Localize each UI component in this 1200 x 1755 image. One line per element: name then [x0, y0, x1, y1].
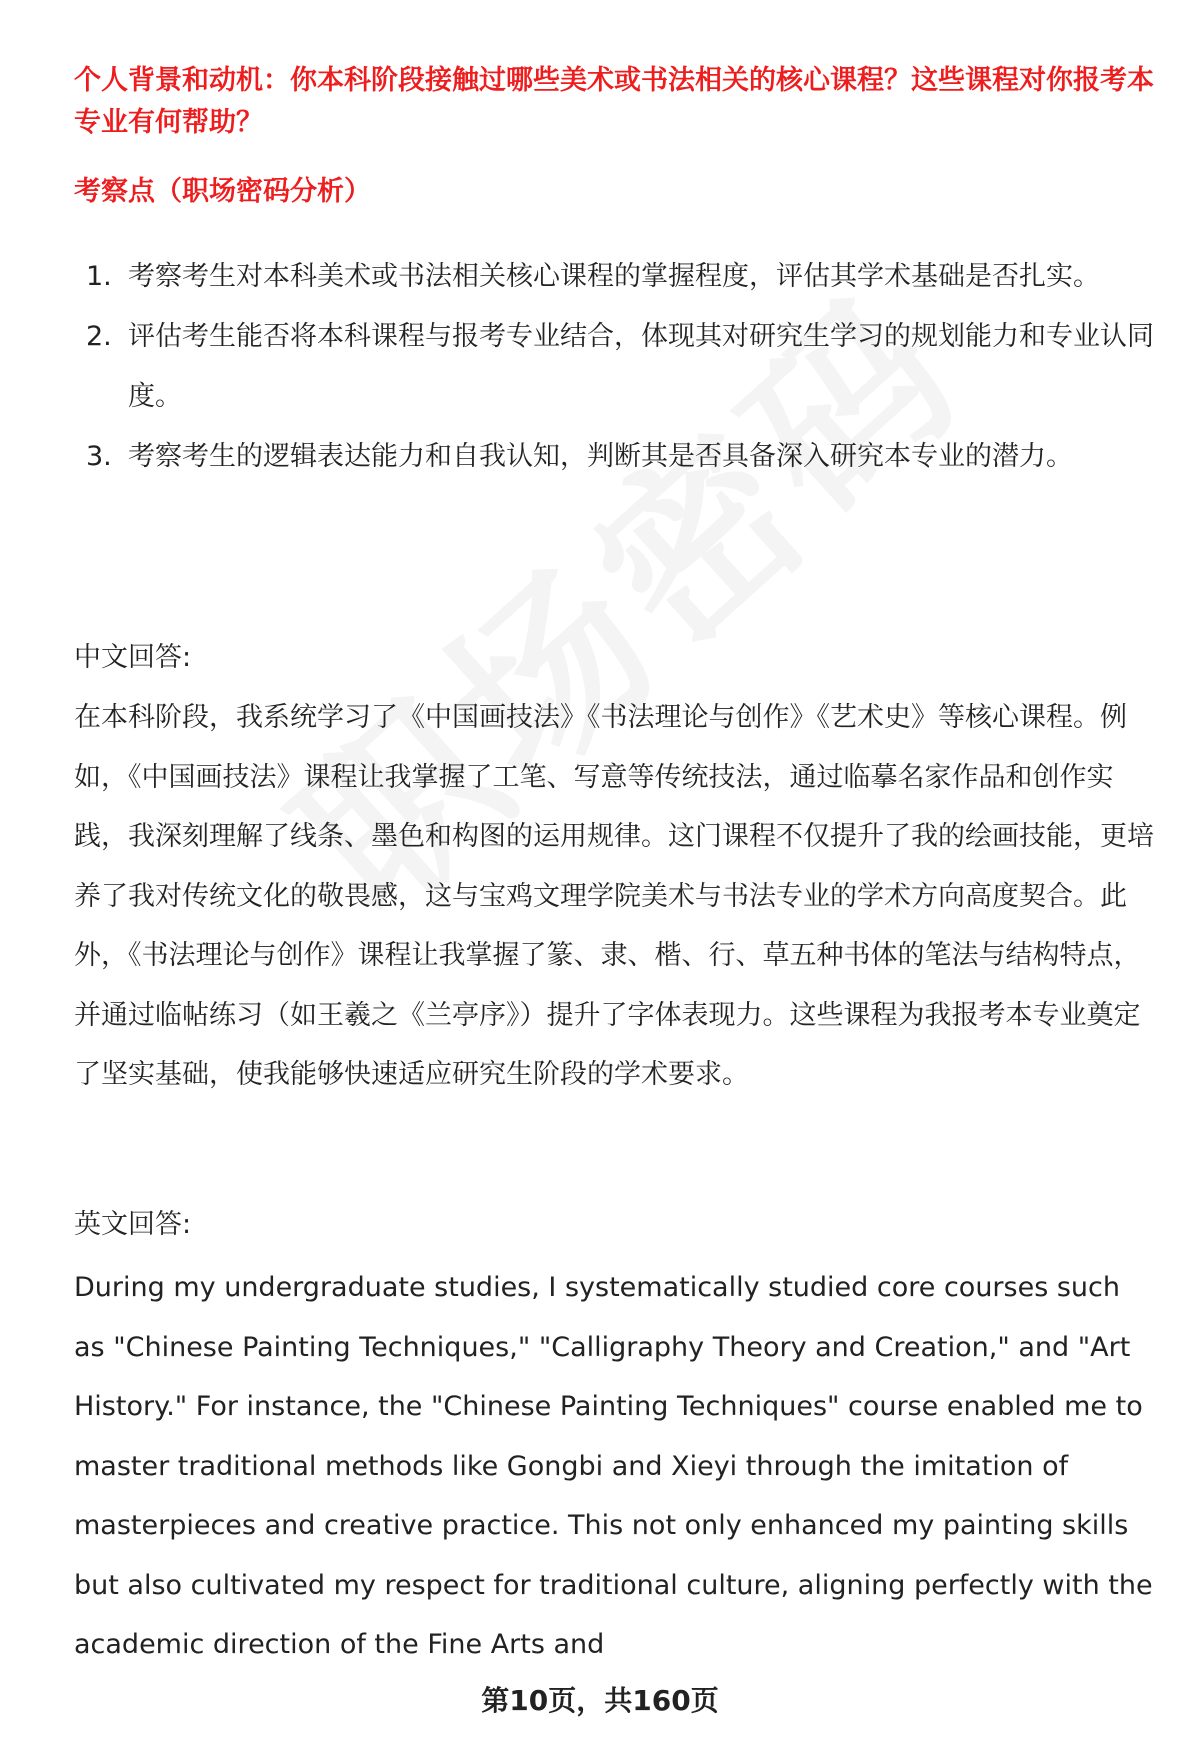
list-item-text: 考察考生的逻辑表达能力和自我认知，判断其是否具备深入研究本专业的潜力。	[128, 441, 1073, 472]
list-item	[74, 247, 1154, 307]
list-item	[74, 307, 1154, 427]
analysis-points-list	[74, 247, 1154, 487]
list-item	[74, 427, 1154, 487]
page-number-footer: 第10页，共160页	[481, 1684, 719, 1717]
list-item-text: 评估考生能否将本科课程与报考专业结合，体现其对研究生学习的规划能力和专业认同度。	[128, 321, 1154, 412]
english-answer-label: 英文回答:	[74, 1209, 192, 1240]
chinese-answer-text: 在本科阶段，我系统学习了《中国画技法》《书法理论与创作》《艺术史》等核心课程。例如，《中国画技法》课程让我掌握了工笔、写意等传统技法，通过临摹名家作品和创作实践，我深刻理解了线条、墨色和构图的运用规律。这门课程不仅提升了我的绘画技能，更培养了我对传统文化的敬畏感，这与宝鸡文理学院美术与书法专业的学术方向高度契合。此外，《书法理论与创作》课程让我掌握了篆、隶、楷、行、草五种书体的笔法与结构特点，并通过临帖练习（如王羲之《兰亭序》）提升了字体表现力。这些课程为我报考本专业奠定了坚实基础，使我能够快速适应研究生阶段的学术要求。	[74, 702, 1154, 1090]
analysis-heading: 考察点（职场密码分析）	[74, 176, 371, 207]
chinese-answer-label: 中文回答:	[74, 642, 192, 673]
english-answer-text: During my undergraduate studies, I systematically studied core courses such as "Chinese Painting Techniques," "Calligraphy Theory and Creation," and "Art History." For instance, the "Chinese Painting Techniques" course enabled me to master traditional methods like Gongbi and Xieyi through the imitation of masterpieces and creative practice. This not only enhanced my painting skills but also cultivated my respect for traditional culture, aligning perfectly with the academic direction of the Fine Arts and	[74, 1272, 1153, 1660]
list-item-text: 考察考生对本科美术或书法相关核心课程的掌握程度，评估其学术基础是否扎实。	[128, 261, 1100, 292]
question-heading: 个人背景和动机：你本科阶段接触过哪些美术或书法相关的核心课程？这些课程对你报考本专业有何帮助？	[74, 65, 1154, 138]
list-item-number: 1.	[86, 261, 112, 292]
list-item-number: 3.	[86, 441, 112, 472]
list-item-number: 2.	[86, 321, 112, 352]
